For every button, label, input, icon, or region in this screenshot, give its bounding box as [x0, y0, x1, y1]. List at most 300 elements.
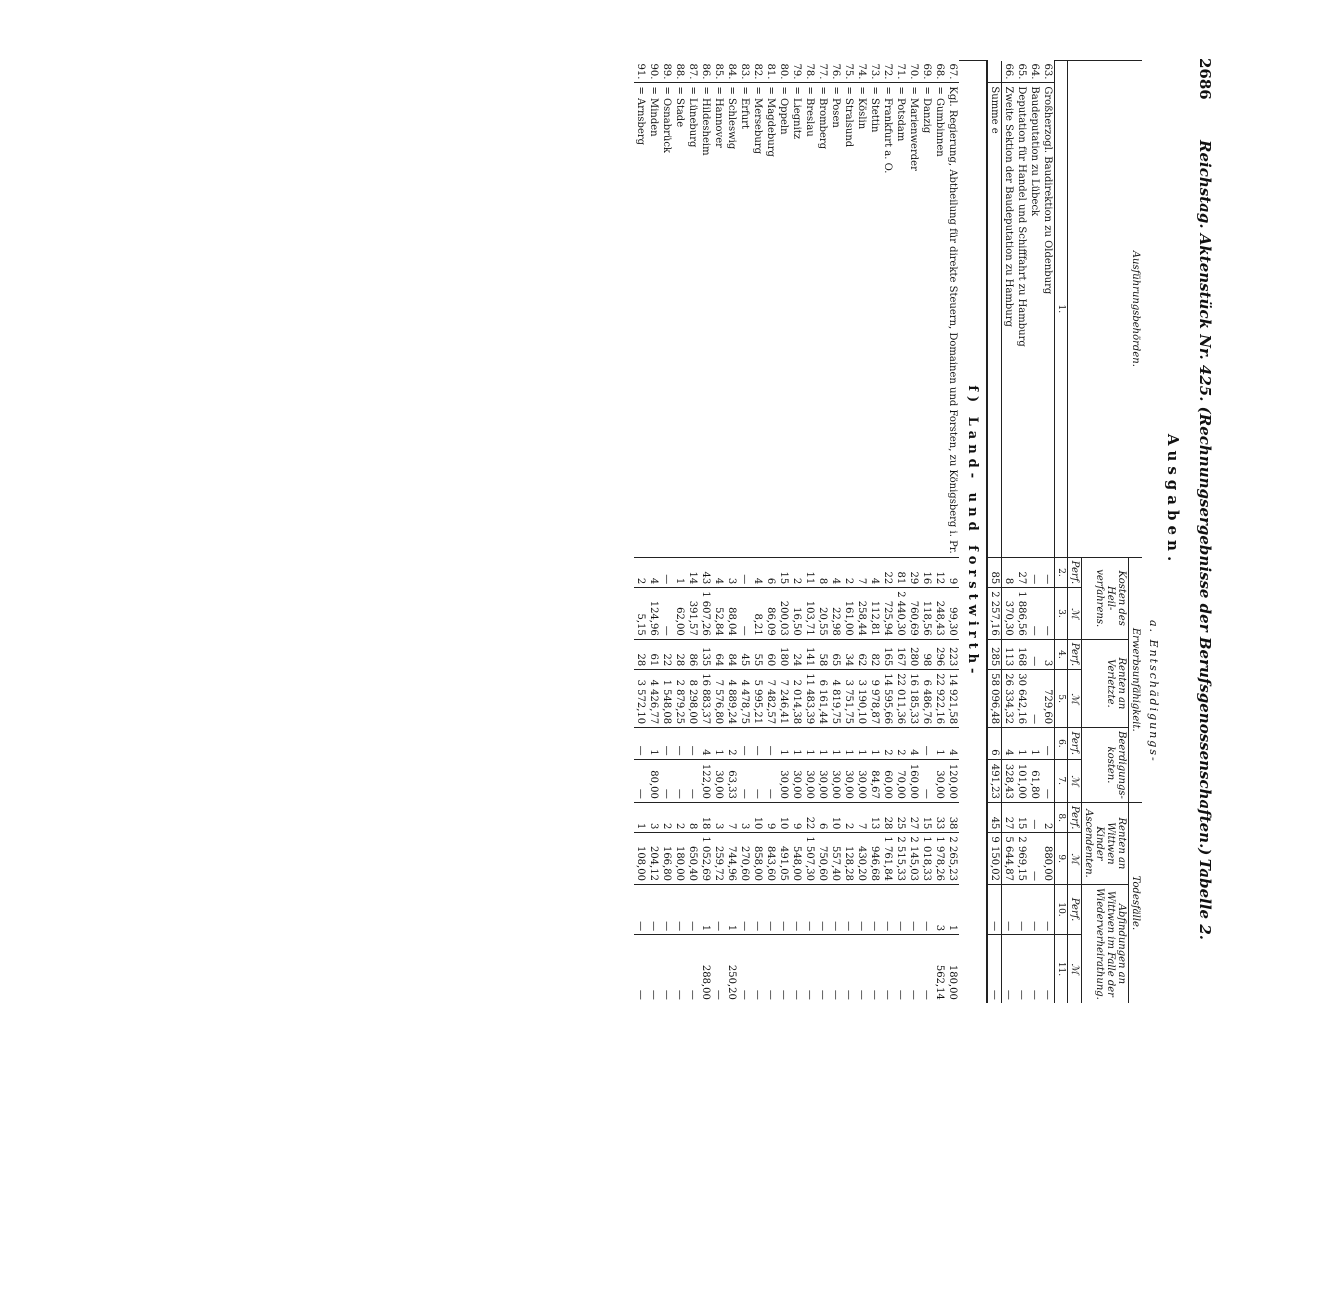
row-authority: = Hannover: [712, 83, 725, 557]
cell-c11: —: [920, 935, 933, 1003]
cell-c4: 58: [816, 639, 829, 670]
cell-c7: —: [660, 759, 673, 802]
cell-c5: 14 595,66: [881, 670, 894, 728]
table-row: [920, 61, 933, 1003]
cell-c11: —: [1028, 935, 1041, 1003]
row-authority: = Erfurt: [738, 83, 751, 557]
cell-c2: 16: [920, 557, 933, 588]
cell-c5: 30 642,16: [1015, 670, 1028, 728]
cell-c10: —: [987, 884, 1002, 934]
cell-c3: 20,55: [816, 588, 829, 640]
cell-c7: 30,00: [790, 759, 803, 802]
row-number: 86.: [700, 63, 711, 80]
cell-c10: —: [673, 884, 686, 934]
cell-c5: 9 978,87: [868, 670, 881, 728]
cell-c7: 61,80: [1028, 759, 1041, 802]
cell-c4: 24: [790, 639, 803, 670]
section-row: [959, 61, 987, 1003]
cell-c5: 4 889,24: [725, 670, 738, 728]
cell-c8: 38: [946, 802, 959, 833]
row-authority: = Hildesheim: [699, 83, 712, 557]
cell-c11: —: [738, 935, 751, 1003]
row-number: 89.: [661, 63, 672, 80]
cell-c4: 113: [1002, 639, 1016, 670]
row-authority: = Marienwerder: [907, 83, 920, 557]
table-row: [738, 61, 751, 1003]
cell-c2: 6: [764, 557, 777, 588]
cell-c2: 4: [647, 557, 660, 588]
cell-c9: 1 052,69: [699, 833, 712, 885]
cell-c7: —: [1041, 759, 1055, 802]
cell-c8: 10: [829, 802, 842, 833]
cell-c7: 328,43: [1002, 759, 1016, 802]
cell-c3: 1 607,26: [699, 588, 712, 640]
cell-c3: —: [660, 588, 673, 640]
cell-c4: 62: [855, 639, 868, 670]
cell-c11: —: [647, 935, 660, 1003]
cell-c7: 101,00: [1015, 759, 1028, 802]
row-number: 63.: [1042, 63, 1053, 80]
cell-c6: —: [751, 728, 764, 759]
cell-c2: 4: [868, 557, 881, 588]
cell-c11: —: [764, 935, 777, 1003]
row-number: 78.: [804, 63, 815, 80]
table-row: [868, 61, 881, 1003]
column-number: 3.: [1055, 588, 1068, 640]
cell-c3: 1 886,56: [1015, 588, 1028, 640]
cell-c6: 1: [829, 728, 842, 759]
cell-c3: —: [738, 588, 751, 640]
table-row: [647, 61, 660, 1003]
cell-c9: 744,96: [725, 833, 738, 885]
cell-c2: 3: [725, 557, 738, 588]
cell-c8: 15: [1015, 802, 1028, 833]
unit-persons: Perf.: [1068, 557, 1082, 588]
cell-c11: —: [803, 935, 816, 1003]
row-authority: = Köslin: [855, 83, 868, 557]
row-number: 65.: [1016, 63, 1027, 80]
cell-c8: 7: [855, 802, 868, 833]
cell-c5: 6 161,44: [816, 670, 829, 728]
cell-c9: 2 265,23: [946, 833, 959, 885]
cell-c11: —: [881, 935, 894, 1003]
table-row: [829, 61, 842, 1003]
row-authority: = Breslau: [803, 83, 816, 557]
col-header-authority: Ausführungsbehörden.: [1068, 61, 1143, 558]
cell-c4: —: [1028, 639, 1041, 670]
row-number: 77.: [817, 63, 828, 80]
cell-c9: —: [1028, 833, 1041, 885]
page-number: 2686: [1196, 58, 1214, 100]
table-row: [946, 61, 959, 1003]
cell-c10: —: [751, 884, 764, 934]
cell-c9: 430,20: [855, 833, 868, 885]
row-authority: = Osnabrück: [660, 83, 673, 557]
table-row: [751, 61, 764, 1003]
cell-c9: 180,00: [673, 833, 686, 885]
cell-c7: 30,00: [816, 759, 829, 802]
cell-c5: 3 572,10: [634, 670, 647, 728]
unit-mark: ℳ: [1068, 759, 1082, 802]
cell-c7: —: [686, 759, 699, 802]
cell-c10: —: [1028, 884, 1041, 934]
cell-c4: 60: [764, 639, 777, 670]
cell-c3: 725,94: [881, 588, 894, 640]
cell-c11: —: [751, 935, 764, 1003]
cell-c11: —: [777, 935, 790, 1003]
row-number: 90.: [648, 63, 659, 80]
cell-c4: 223: [946, 639, 959, 670]
cell-c11: 562,14: [933, 935, 946, 1003]
table-row: [933, 61, 946, 1003]
cell-c11: —: [1002, 935, 1016, 1003]
cell-c4: 165: [881, 639, 894, 670]
row-number: 81.: [765, 63, 776, 80]
document-page: [82, 50, 1242, 1000]
cell-c3: 391,57: [686, 588, 699, 640]
cell-c6: 6: [987, 728, 1002, 759]
cell-c4: 180: [777, 639, 790, 670]
table-row: [907, 61, 920, 1003]
row-number: 67.: [947, 63, 958, 80]
row-authority: = Bromberg: [816, 83, 829, 557]
column-number: 6.: [1055, 728, 1068, 759]
sub-title: a. Entschädigungs-: [1147, 620, 1160, 763]
table-label: Tabelle 2.: [1196, 858, 1214, 940]
row-authority: Baudeputation zu Lübeck: [1028, 83, 1041, 557]
cell-c4: 84: [725, 639, 738, 670]
cell-c11: —: [634, 935, 647, 1003]
table-row: [855, 61, 868, 1003]
cell-c4: 55: [751, 639, 764, 670]
cell-c3: 5,15: [634, 588, 647, 640]
cell-c10: —: [686, 884, 699, 934]
cell-c7: 491,23: [987, 759, 1002, 802]
cell-c9: 108,00: [634, 833, 647, 885]
cell-c7: 84,67: [868, 759, 881, 802]
cell-c4: 168: [1015, 639, 1028, 670]
col-header-abf: Abfindungen an Wittwen im Falle der Wiederverheirathung.: [1082, 884, 1129, 1002]
row-number: 64.: [1029, 63, 1040, 80]
cell-c6: 1: [855, 728, 868, 759]
unit-persons: Perf.: [1068, 802, 1082, 833]
cell-c4: 64: [712, 639, 725, 670]
row-number: 84.: [726, 63, 737, 80]
cell-c5: 6 486,76: [920, 670, 933, 728]
cell-c2: 4: [751, 557, 764, 588]
cell-c5: 11 483,39: [803, 670, 816, 728]
cell-c9: 2 145,03: [907, 833, 920, 885]
unit-persons: Perf.: [1068, 639, 1082, 670]
section-heading: f) Land- und forstwirth-: [959, 61, 987, 1003]
row-authority: = Stralsund: [842, 83, 855, 557]
cell-c2: 9: [946, 557, 959, 588]
table-row: [881, 61, 894, 1003]
cell-c8: 9: [790, 802, 803, 833]
cell-c10: 1: [699, 884, 712, 934]
row-number: 85.: [713, 63, 724, 80]
cell-c2: 81: [894, 557, 907, 588]
cell-c6: 1: [1015, 728, 1028, 759]
cell-c10: —: [894, 884, 907, 934]
row-number: 68.: [934, 63, 945, 80]
cell-c7: 30,00: [777, 759, 790, 802]
cell-c11: —: [660, 935, 673, 1003]
table-row: [816, 61, 829, 1003]
row-number: 88.: [674, 63, 685, 80]
cell-c5: 16 883,37: [699, 670, 712, 728]
cell-c6: 2: [881, 728, 894, 759]
table-row: [634, 61, 647, 1003]
table-row: [1028, 61, 1041, 1003]
cell-c4: 296: [933, 639, 946, 670]
cell-c6: —: [738, 728, 751, 759]
cell-c3: 370,30: [1002, 588, 1016, 640]
cell-c9: 5 644,87: [1002, 833, 1016, 885]
cell-c8: 1: [634, 802, 647, 833]
cell-c6: 1: [647, 728, 660, 759]
cell-c10: —: [738, 884, 751, 934]
cell-c5: 729,60: [1041, 670, 1055, 728]
cell-c2: 43: [699, 557, 712, 588]
table-row: [842, 61, 855, 1003]
cell-c5: 7 576,80: [712, 670, 725, 728]
cell-c7: 30,00: [842, 759, 855, 802]
cell-c8: 22: [803, 802, 816, 833]
cell-c2: 29: [907, 557, 920, 588]
cell-c8: 2: [1041, 802, 1055, 833]
column-number: 2.: [1055, 557, 1068, 588]
cell-c6: 1: [933, 728, 946, 759]
cell-c6: 1: [777, 728, 790, 759]
cell-c2: 85: [987, 557, 1002, 588]
cell-c6: 2: [894, 728, 907, 759]
cell-c10: —: [816, 884, 829, 934]
cell-c11: —: [1041, 935, 1055, 1003]
cell-c6: —: [673, 728, 686, 759]
cell-c5: 2 879,25: [673, 670, 686, 728]
cell-c11: —: [987, 935, 1002, 1003]
cell-c11: —: [1015, 935, 1028, 1003]
column-number: 9.: [1055, 833, 1068, 885]
cell-c7: —: [920, 759, 933, 802]
cell-c4: 61: [647, 639, 660, 670]
cell-c8: 3: [712, 802, 725, 833]
cell-c6: 2: [725, 728, 738, 759]
cell-c8: 2: [673, 802, 686, 833]
table-row: [894, 61, 907, 1003]
cell-c4: 34: [842, 639, 855, 670]
cell-c10: —: [647, 884, 660, 934]
table-row: [1041, 61, 1055, 1003]
cell-c6: —: [634, 728, 647, 759]
cell-c10: —: [907, 884, 920, 934]
row-authority: = Stettin: [868, 83, 881, 557]
cell-c9: 2 969,15: [1015, 833, 1028, 885]
row-authority: = Minden: [647, 83, 660, 557]
cell-c9: 750,60: [816, 833, 829, 885]
cell-c8: 3: [647, 802, 660, 833]
cell-c5: 14 921,58: [946, 670, 959, 728]
cell-c11: —: [816, 935, 829, 1003]
table-row: [699, 61, 712, 1003]
table-row: [673, 61, 686, 1003]
cell-c10: —: [660, 884, 673, 934]
table-row: [660, 61, 673, 1003]
row-authority: Summe e: [987, 83, 1002, 557]
column-number: 11.: [1055, 935, 1068, 1003]
row-authority: Zweite Sektion der Baudeputation zu Hamburg: [1002, 83, 1016, 557]
cell-c8: 18: [699, 802, 712, 833]
cell-c6: 4: [699, 728, 712, 759]
row-number: 80.: [778, 63, 789, 80]
table-row: [803, 61, 816, 1003]
cell-c6: —: [686, 728, 699, 759]
table-row: [1015, 61, 1028, 1003]
cell-c2: 2: [790, 557, 803, 588]
cell-c3: —: [1028, 588, 1041, 640]
cell-c10: —: [803, 884, 816, 934]
cell-c5: 4 478,75: [738, 670, 751, 728]
cell-c8: 8: [686, 802, 699, 833]
table-row: [764, 61, 777, 1003]
cell-c6: —: [764, 728, 777, 759]
data-table: [634, 60, 1142, 1003]
cell-c7: 120,00: [946, 759, 959, 802]
cell-c5: 8 298,00: [686, 670, 699, 728]
cell-c9: 858,00: [751, 833, 764, 885]
cell-c9: 2 515,33: [894, 833, 907, 885]
group-header-tod: Todesfälle.: [1129, 802, 1143, 1002]
cell-c3: 103,71: [803, 588, 816, 640]
cell-c4: 285: [987, 639, 1002, 670]
cell-c11: —: [790, 935, 803, 1003]
cell-c6: 1: [816, 728, 829, 759]
row-number: 91.: [635, 63, 646, 80]
cell-c9: 946,68: [868, 833, 881, 885]
table-row: [987, 61, 1002, 1003]
cell-c3: 161,00: [842, 588, 855, 640]
cell-c4: 167: [894, 639, 907, 670]
row-number: [987, 61, 1002, 83]
cell-c5: 4 426,77: [647, 670, 660, 728]
cell-c5: 22 011,36: [894, 670, 907, 728]
cell-c3: 62,00: [673, 588, 686, 640]
cell-c3: 16,50: [790, 588, 803, 640]
cell-c5: 16 185,33: [907, 670, 920, 728]
cell-c4: 280: [907, 639, 920, 670]
col-header-renten-verl: Renten an Verletzte.: [1082, 639, 1129, 727]
row-number: 71.: [895, 63, 906, 80]
table-row: [712, 61, 725, 1003]
cell-c8: 13: [868, 802, 881, 833]
cell-c8: 10: [751, 802, 764, 833]
cell-c9: 270,60: [738, 833, 751, 885]
row-authority: = Arnsberg: [634, 83, 647, 557]
cell-c5: 3 751,75: [842, 670, 855, 728]
cell-c5: 26 334,32: [1002, 670, 1016, 728]
cell-c4: 86: [686, 639, 699, 670]
cell-c3: 2 257,16: [987, 588, 1002, 640]
cell-c9: 204,12: [647, 833, 660, 885]
cell-c9: 1 018,33: [920, 833, 933, 885]
cell-c7: 30,00: [712, 759, 725, 802]
cell-c8: 45: [987, 802, 1002, 833]
section-title: Ausgaben.: [1164, 433, 1182, 567]
cell-c2: —: [660, 557, 673, 588]
cell-c9: 1 507,30: [803, 833, 816, 885]
cell-c4: 141: [803, 639, 816, 670]
unit-persons: Perf.: [1068, 728, 1082, 759]
cell-c3: —: [1041, 588, 1055, 640]
page-header: [1184, 50, 1214, 950]
col-header-heil: Kosten des Heil-verfahrens.: [1082, 557, 1129, 639]
cell-c4: 135: [699, 639, 712, 670]
row-number: 76.: [830, 63, 841, 80]
cell-c11: —: [712, 935, 725, 1003]
cell-c7: 160,00: [907, 759, 920, 802]
row-number: 73.: [869, 63, 880, 80]
cell-c4: 98: [920, 639, 933, 670]
cell-c8: 27: [907, 802, 920, 833]
cell-c2: 15: [777, 557, 790, 588]
cell-c9: 259,72: [712, 833, 725, 885]
cell-c3: 86,09: [764, 588, 777, 640]
row-authority: = Posen: [829, 83, 842, 557]
cell-c6: —: [920, 728, 933, 759]
row-authority: = Stade: [673, 83, 686, 557]
cell-c4: 22: [660, 639, 673, 670]
cell-c3: 2 440,30: [894, 588, 907, 640]
row-number: 82.: [752, 63, 763, 80]
cell-c6: 1: [803, 728, 816, 759]
cell-c8: 7: [725, 802, 738, 833]
cell-c7: —: [673, 759, 686, 802]
column-number: 4.: [1055, 639, 1068, 670]
cell-c3: 88,04: [725, 588, 738, 640]
cell-c10: —: [712, 884, 725, 934]
cell-c4: 45: [738, 639, 751, 670]
cell-c7: —: [634, 759, 647, 802]
row-number: 83.: [739, 63, 750, 80]
cell-c2: 2: [842, 557, 855, 588]
cell-c7: —: [764, 759, 777, 802]
row-authority: Deputation für Handel und Schifffahrt zu Hamburg: [1015, 83, 1028, 557]
cell-c4: 28: [634, 639, 647, 670]
cell-c8: 33: [933, 802, 946, 833]
cell-c5: 4 819,75: [829, 670, 842, 728]
cell-c4: 82: [868, 639, 881, 670]
row-authority: = Merseburg: [751, 83, 764, 557]
cell-c3: 8,21: [751, 588, 764, 640]
cell-c10: —: [1015, 884, 1028, 934]
cell-c8: —: [1028, 802, 1041, 833]
cell-c4: 3: [1041, 639, 1055, 670]
cell-c10: —: [1041, 884, 1055, 934]
column-number: 7.: [1055, 759, 1068, 802]
cell-c9: 128,28: [842, 833, 855, 885]
row-number: 72.: [882, 63, 893, 80]
col-header-renten-wit: Renten an Wittwen Kinder Ascendenten.: [1082, 802, 1129, 884]
cell-c11: —: [894, 935, 907, 1003]
unit-mark: ℳ: [1068, 935, 1082, 1003]
cell-c5: 7 482,57: [764, 670, 777, 728]
cell-c11: —: [855, 935, 868, 1003]
row-authority: = Lüneburg: [686, 83, 699, 557]
cell-c8: 6: [816, 802, 829, 833]
cell-c5: 7 246,41: [777, 670, 790, 728]
cell-c8: 2: [660, 802, 673, 833]
